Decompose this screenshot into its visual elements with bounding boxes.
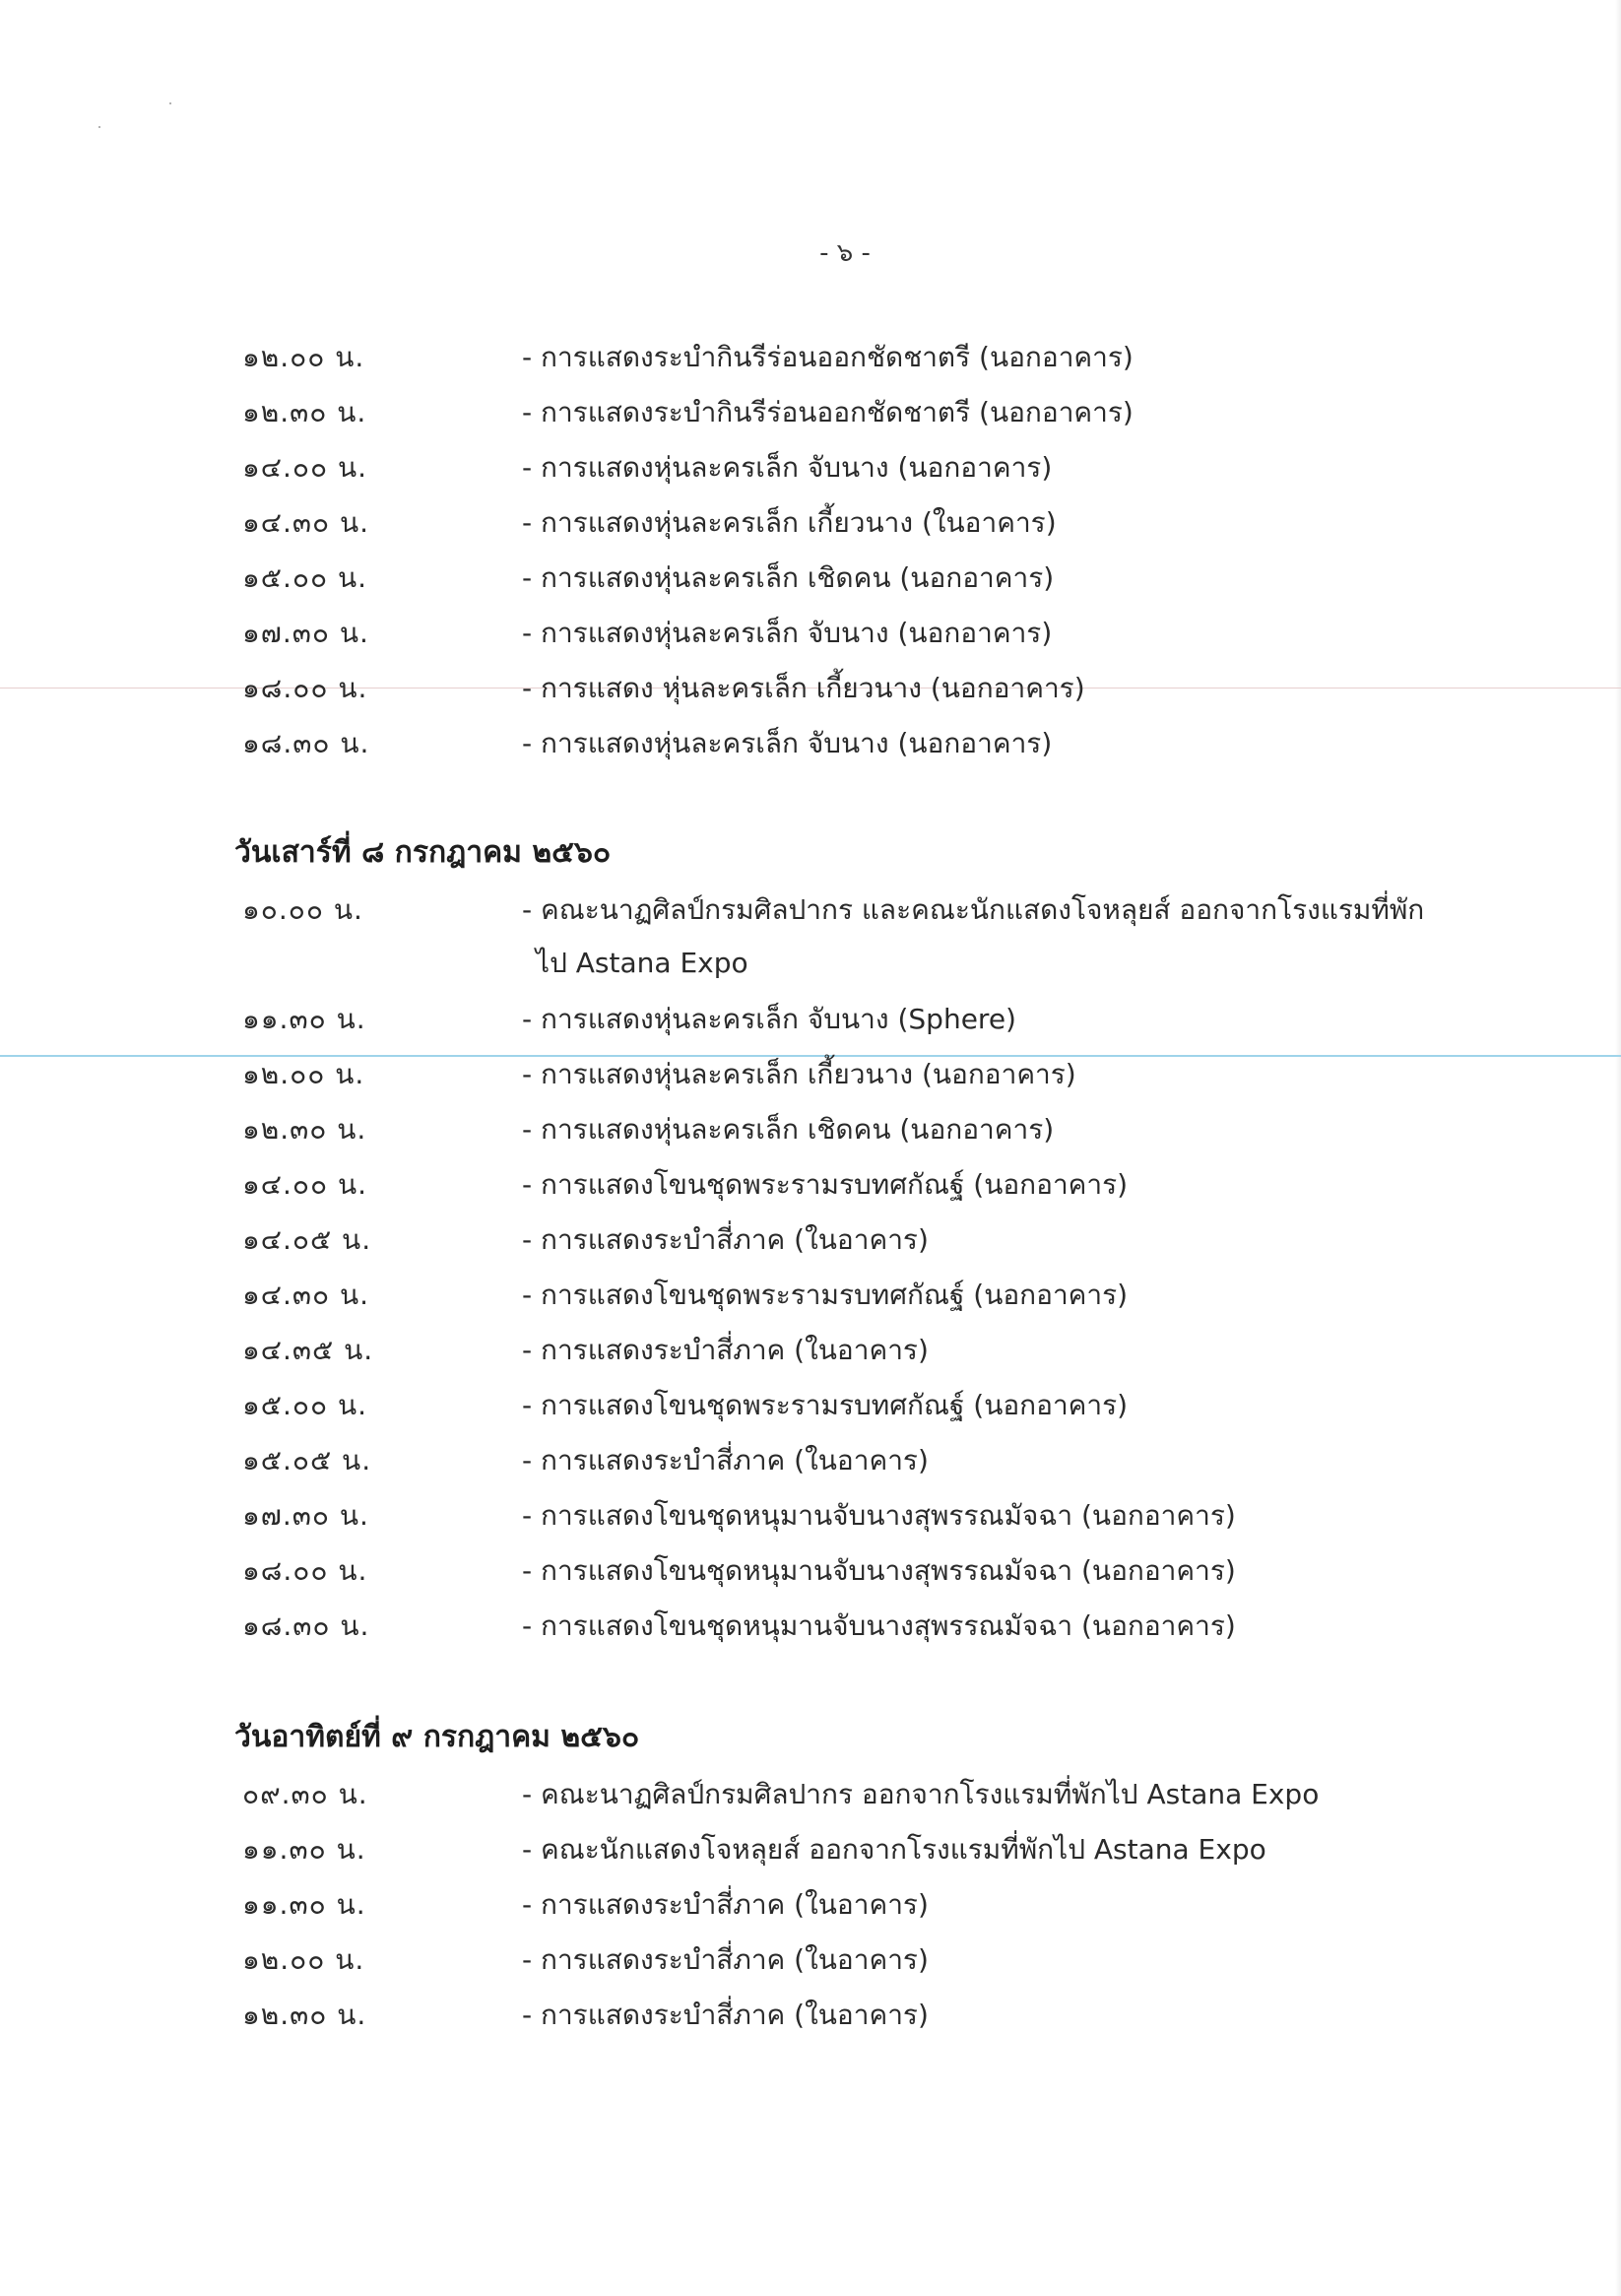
row-description: - การแสดงโขนชุดหนุมานจับนางสุพรรณมัจฉา (นอกอาคาร) xyxy=(522,1554,1236,1587)
schedule-row xyxy=(0,1157,1621,1213)
row-time: ๑๔.๓๕ น. xyxy=(242,1334,374,1366)
row-time: ๑๘.๓๐ น. xyxy=(242,727,370,759)
row-time: ๑๘.๐๐ น. xyxy=(242,1554,368,1587)
schedule-row xyxy=(0,606,1621,661)
schedule-row xyxy=(0,1378,1621,1433)
schedule-row xyxy=(0,1877,1621,1933)
schedule-row xyxy=(0,1822,1621,1877)
schedule-row xyxy=(0,385,1621,440)
row-time: ๑๕.๐๐ น. xyxy=(242,1389,367,1421)
row-description: - การแสดงระบำสี่ภาค (ในอาคาร) xyxy=(522,1334,929,1366)
page-number: - ๖ - xyxy=(819,238,871,268)
day-heading-saturday: วันเสาร์ที่ ๘ กรกฎาคม ๒๕๖๐ xyxy=(234,835,612,870)
row-time: ๑๔.๓๐ น. xyxy=(242,506,370,539)
row-description: - คณะนาฏศิลป์กรมศิลปากร ออกจากโรงแรมที่พักไป Astana Expo xyxy=(522,1778,1320,1810)
row-time: ๑๑.๓๐ น. xyxy=(242,1888,366,1921)
schedule-row xyxy=(0,1599,1621,1654)
row-time: ๑๐.๐๐ น. xyxy=(242,893,363,926)
row-description: - การแสดงระบำสี่ภาค (ในอาคาร) xyxy=(522,1888,929,1921)
row-description: - การแสดงระบำกินรีร่อนออกชัดชาตรี (นอกอาคาร) xyxy=(522,396,1134,428)
row-time: ๑๑.๓๐ น. xyxy=(242,1833,366,1866)
scan-speck xyxy=(169,102,171,104)
row-time: ๑๒.๐๐ น. xyxy=(242,341,365,373)
schedule-row xyxy=(0,1433,1621,1488)
schedule-row xyxy=(0,1213,1621,1268)
row-description: - การแสดงโขนชุดหนุมานจับนางสุพรรณมัจฉา (นอกอาคาร) xyxy=(522,1499,1236,1532)
day-heading-sunday: วันอาทิตย์ที่ ๙ กรกฎาคม ๒๕๖๐ xyxy=(234,1720,640,1754)
schedule-row xyxy=(0,551,1621,606)
schedule-row xyxy=(0,661,1621,716)
row-description: - การแสดงระบำสี่ภาค (ในอาคาร) xyxy=(522,1223,929,1256)
schedule-row xyxy=(0,1488,1621,1543)
schedule-row xyxy=(0,1767,1621,1822)
row-time: ๑๒.๓๐ น. xyxy=(242,396,367,428)
row-description: - คณะนักแสดงโจหลุยส์ ออกจากโรงแรมที่พักไป Astana Expo xyxy=(522,1833,1266,1866)
row-time: ๑๘.๓๐ น. xyxy=(242,1609,370,1642)
schedule-row xyxy=(0,1988,1621,2043)
row-time: ๑๒.๐๐ น. xyxy=(242,1943,365,1976)
schedule-row xyxy=(0,716,1621,771)
schedule-row xyxy=(0,1933,1621,1988)
scan-speck xyxy=(98,126,100,128)
schedule-row xyxy=(0,330,1621,385)
row-time: ๑๕.๐๐ น. xyxy=(242,561,367,594)
schedule-row xyxy=(0,1102,1621,1157)
row-description: - การแสดงระบำสี่ภาค (ในอาคาร) xyxy=(522,1943,929,1976)
row-description: - การแสดงหุ่นละครเล็ก เชิดคน (นอกอาคาร) xyxy=(522,1113,1055,1146)
schedule-row xyxy=(0,1047,1621,1102)
row-description: - การแสดงโขนชุดพระรามรบทศกัณฐ์ (นอกอาคาร) xyxy=(522,1279,1129,1311)
row-description-continued: ไป Astana Expo xyxy=(536,947,748,979)
row-description: - การแสดงหุ่นละครเล็ก เชิดคน (นอกอาคาร) xyxy=(522,561,1055,594)
row-time: ๑๒.๓๐ น. xyxy=(242,1999,367,2031)
row-description: - การแสดงระบำสี่ภาค (ในอาคาร) xyxy=(522,1999,929,2031)
row-description: - การแสดงโขนชุดพระรามรบทศกัณฐ์ (นอกอาคาร) xyxy=(522,1168,1129,1201)
row-time: ๑๔.๐๕ น. xyxy=(242,1223,372,1256)
row-time: ๑๔.๓๐ น. xyxy=(242,1279,370,1311)
row-description: - การแสดงหุ่นละครเล็ก เกี้ยวนาง (นอกอาคาร) xyxy=(522,1058,1076,1090)
row-time: ๑๗.๓๐ น. xyxy=(242,617,369,649)
row-description: - การแสดงโขนชุดพระรามรบทศกัณฐ์ (นอกอาคาร) xyxy=(522,1389,1129,1421)
row-description: - การแสดงหุ่นละครเล็ก จับนาง (นอกอาคาร) xyxy=(522,451,1053,484)
schedule-row xyxy=(0,992,1621,1047)
schedule-row xyxy=(0,883,1621,991)
row-time: ๑๑.๓๐ น. xyxy=(242,1003,366,1035)
schedule-row xyxy=(0,495,1621,551)
row-description: - การแสดงหุ่นละครเล็ก จับนาง (นอกอาคาร) xyxy=(522,617,1053,649)
row-time: ๑๕.๐๕ น. xyxy=(242,1444,372,1476)
row-description: - การแสดงหุ่นละครเล็ก จับนาง (Sphere) xyxy=(522,1003,1016,1035)
row-time: ๑๔.๐๐ น. xyxy=(242,1168,367,1201)
schedule-row xyxy=(0,440,1621,495)
row-description: - การแสดงหุ่นละครเล็ก จับนาง (นอกอาคาร) xyxy=(522,727,1053,759)
schedule-row xyxy=(0,1543,1621,1599)
row-description: - การแสดงโขนชุดหนุมานจับนางสุพรรณมัจฉา (นอกอาคาร) xyxy=(522,1609,1236,1642)
row-description: - การแสดงระบำสี่ภาค (ในอาคาร) xyxy=(522,1444,929,1476)
row-description: - การแสดง หุ่นละครเล็ก เกี้ยวนาง (นอกอาคาร) xyxy=(522,672,1085,704)
row-time: ๑๒.๓๐ น. xyxy=(242,1113,367,1146)
row-time: ๑๘.๐๐ น. xyxy=(242,672,368,704)
row-description: - การแสดงหุ่นละครเล็ก เกี้ยวนาง (ในอาคาร) xyxy=(522,506,1057,539)
row-description: - การแสดงระบำกินรีร่อนออกชัดชาตรี (นอกอาคาร) xyxy=(522,341,1134,373)
schedule-row xyxy=(0,1268,1621,1323)
row-time: ๐๙.๓๐ น. xyxy=(242,1778,368,1810)
schedule-row xyxy=(0,1323,1621,1378)
row-time: ๑๗.๓๐ น. xyxy=(242,1499,369,1532)
row-time: ๑๔.๐๐ น. xyxy=(242,451,367,484)
row-time: ๑๒.๐๐ น. xyxy=(242,1058,365,1090)
row-description: - คณะนาฏศิลป์กรมศิลปากร และคณะนักแสดงโจหลุยส์ ออกจากโรงแรมที่พัก xyxy=(522,893,1425,926)
